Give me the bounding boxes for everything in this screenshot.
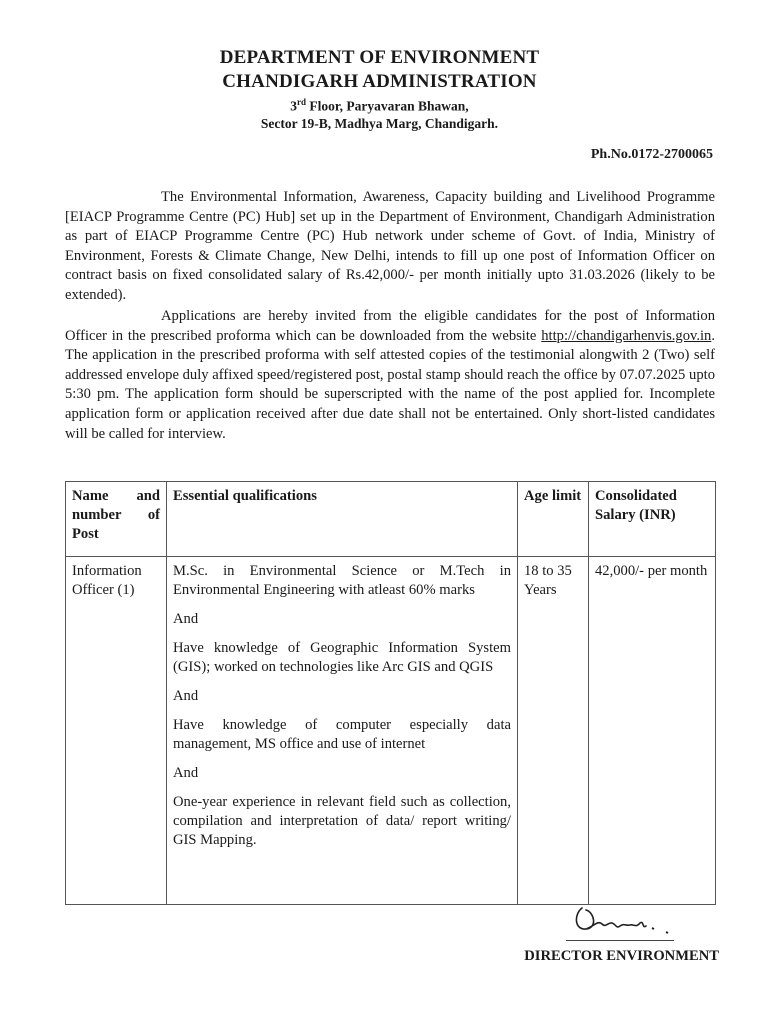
qualification-computer: Have knowledge of computer especially data management, MS office and use of internet	[173, 717, 511, 752]
administration-title: CHANDIGARH ADMINISTRATION	[222, 71, 537, 92]
address-floor-suffix: rd	[297, 97, 307, 107]
table-header-row	[66, 482, 716, 557]
qualification-and: And	[173, 611, 199, 627]
qualification-and: And	[173, 765, 199, 781]
salary-cell: 42,000/- per month	[589, 557, 716, 905]
address-building: Floor, Paryavaran Bhawan,	[306, 98, 469, 114]
qualification-gis: Have knowledge of Geographic Information System (GIS); worked on technologies like Arc GIS and QGIS	[173, 640, 511, 675]
department-title: DEPARTMENT OF ENVIRONMENT	[219, 47, 540, 68]
signature-line	[566, 940, 674, 941]
header-salary: Consolidated Salary (INR)	[589, 482, 716, 557]
website-link[interactable]: http://chandigarhenvis.gov.in	[541, 327, 712, 344]
qualifications-cell	[167, 557, 518, 905]
intro-paragraph: The Environmental Information, Awareness, Capacity building and Livelihood Programme [EIACP Programme Centre (PC) Hub] set up in the Department of Environment, Chandigarh Administration as part of EIACP Programme Centre (PC) Hub network under scheme of Govt. of India, Ministry of Environment, Forests & Climate Change, New Delhi, intends to fill up one post of Information Officer on contract basis on fixed consolidated salary of Rs.42,000/- per month initially upto 31.03.2026 (likely to be extended).	[65, 189, 715, 303]
qualification-experience: One-year experience in relevant field such as collection, compilation and interpretation of data/ report writing/ GIS Mapping.	[173, 794, 511, 848]
post-name-cell: Information Officer (1)	[66, 557, 167, 905]
application-text-after-link: . The application in the prescribed proforma with self attested copies of the testimonial alongwith 2 (Two) self addressed envelope duly affixed speed/registered post, postal stamp should reach the office by 07.07.2025 upto 5:30 pm. The application form should be superscripted with the name of the post applied for. Incomplete application form or application received after due date shall not be entertained. Only short-listed candidates will be called for interview.	[65, 327, 715, 442]
address-line-2: Sector 19-B, Madhya Marg, Chandigarh.	[260, 116, 499, 131]
header-age-limit: Age limit	[518, 482, 589, 557]
age-limit-cell: 18 to 35 Years	[518, 557, 589, 905]
handwritten-signature	[568, 896, 678, 946]
application-paragraph	[65, 307, 715, 444]
qualification-degree: M.Sc. in Environmental Science or M.Tech in Environmental Engineering with atleast 60% marks	[173, 563, 511, 598]
header-post: Name and number of Post	[66, 482, 167, 557]
table-row	[66, 557, 716, 905]
address-floor-number: 3	[290, 98, 298, 114]
application-text-before-link: Applications are hereby invited from the eligible candidates for the post of Information Officer in the prescribed proforma which can be downloaded from the website	[65, 308, 715, 344]
header-qualifications: Essential qualifications	[167, 482, 518, 557]
post-details-table	[65, 481, 716, 905]
qualification-and: And	[173, 688, 199, 704]
phone-number: Ph.No.0172-2700065	[590, 147, 713, 162]
address-line-1	[0, 97, 759, 115]
signatory-title: DIRECTOR ENVIRONMENT	[524, 948, 719, 964]
